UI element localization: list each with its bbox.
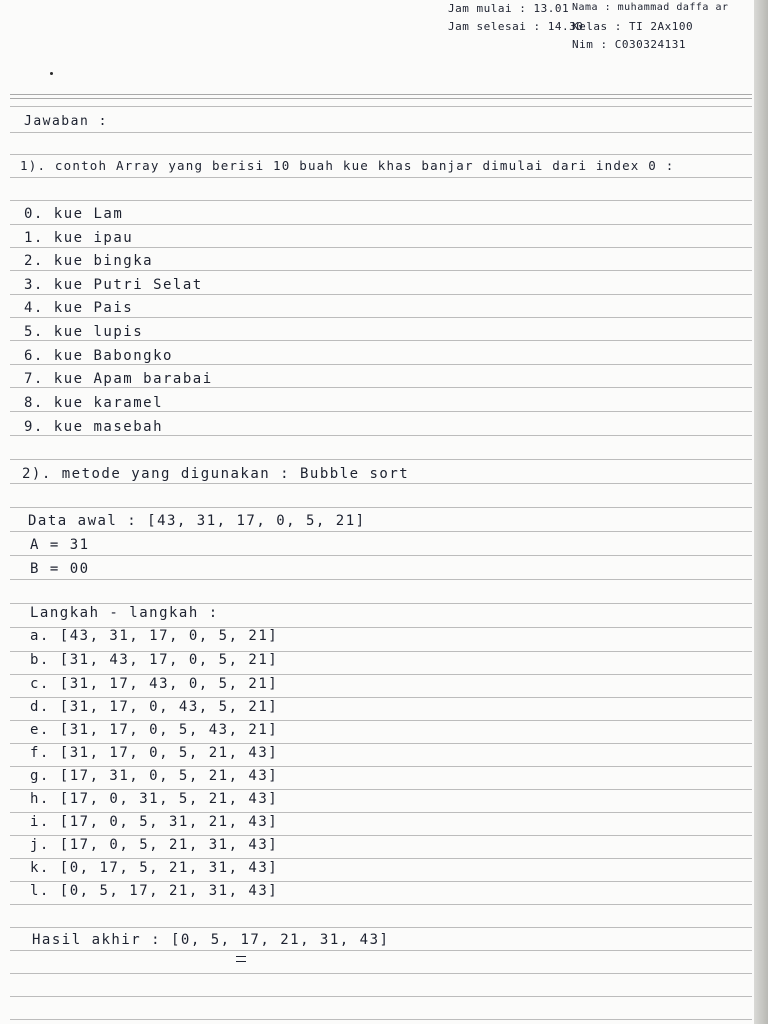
list-item: 7. kue Apam barabai	[24, 371, 213, 387]
step-row: a. [43, 31, 17, 0, 5, 21]	[30, 628, 279, 644]
answer-title: Jawaban :	[24, 114, 108, 129]
variable-b: B = 00	[30, 561, 90, 577]
step-row: g. [17, 31, 0, 5, 21, 43]	[30, 768, 279, 784]
step-row: h. [17, 0, 31, 5, 21, 43]	[30, 791, 279, 807]
step-row: c. [31, 17, 43, 0, 5, 21]	[30, 676, 279, 692]
step-row: l. [0, 5, 17, 21, 31, 43]	[30, 883, 279, 899]
step-row: i. [17, 0, 5, 31, 21, 43]	[30, 814, 279, 830]
question-2-prompt: 2). metode yang digunakan : Bubble sort	[22, 466, 410, 482]
list-item: 9. kue masebah	[24, 419, 164, 435]
step-row: d. [31, 17, 0, 43, 5, 21]	[30, 699, 279, 715]
student-id: Nim : C030324131	[572, 38, 686, 51]
list-item: 3. kue Putri Selat	[24, 277, 203, 293]
start-time: Jam mulai : 13.01	[448, 2, 570, 15]
step-row: e. [31, 17, 0, 5, 43, 21]	[30, 722, 279, 738]
list-item: 4. kue Pais	[24, 300, 134, 316]
page-edge	[754, 0, 768, 1024]
step-row: k. [0, 17, 5, 21, 31, 43]	[30, 860, 279, 876]
variable-a: A = 31	[30, 537, 90, 553]
list-item: 8. kue karamel	[24, 395, 164, 411]
list-item: 0. kue Lam	[24, 206, 124, 222]
question-1-prompt: 1). contoh Array yang berisi 10 buah kue khas banjar dimulai dari index 0 :	[20, 158, 675, 173]
initial-data: Data awal : [43, 31, 17, 0, 5, 21]	[28, 513, 366, 529]
end-time: Jam selesai : 14.30	[448, 20, 584, 33]
double-underline-mark	[236, 956, 246, 962]
list-item: 2. kue bingka	[24, 253, 154, 269]
step-row: j. [17, 0, 5, 21, 31, 43]	[30, 837, 279, 853]
list-item: 1. kue ipau	[24, 230, 134, 246]
ink-dot	[50, 72, 53, 75]
student-name: Nama : muhammad daffa ar	[572, 2, 729, 13]
final-result: Hasil akhir : [0, 5, 17, 21, 31, 43]	[32, 932, 390, 948]
steps-title: Langkah - langkah :	[30, 605, 219, 621]
step-row: f. [31, 17, 0, 5, 21, 43]	[30, 745, 279, 761]
class-label: Kelas : TI 2Ax100	[572, 20, 694, 33]
list-item: 6. kue Babongko	[24, 348, 173, 364]
list-item: 5. kue lupis	[24, 324, 144, 340]
step-row: b. [31, 43, 17, 0, 5, 21]	[30, 652, 279, 668]
